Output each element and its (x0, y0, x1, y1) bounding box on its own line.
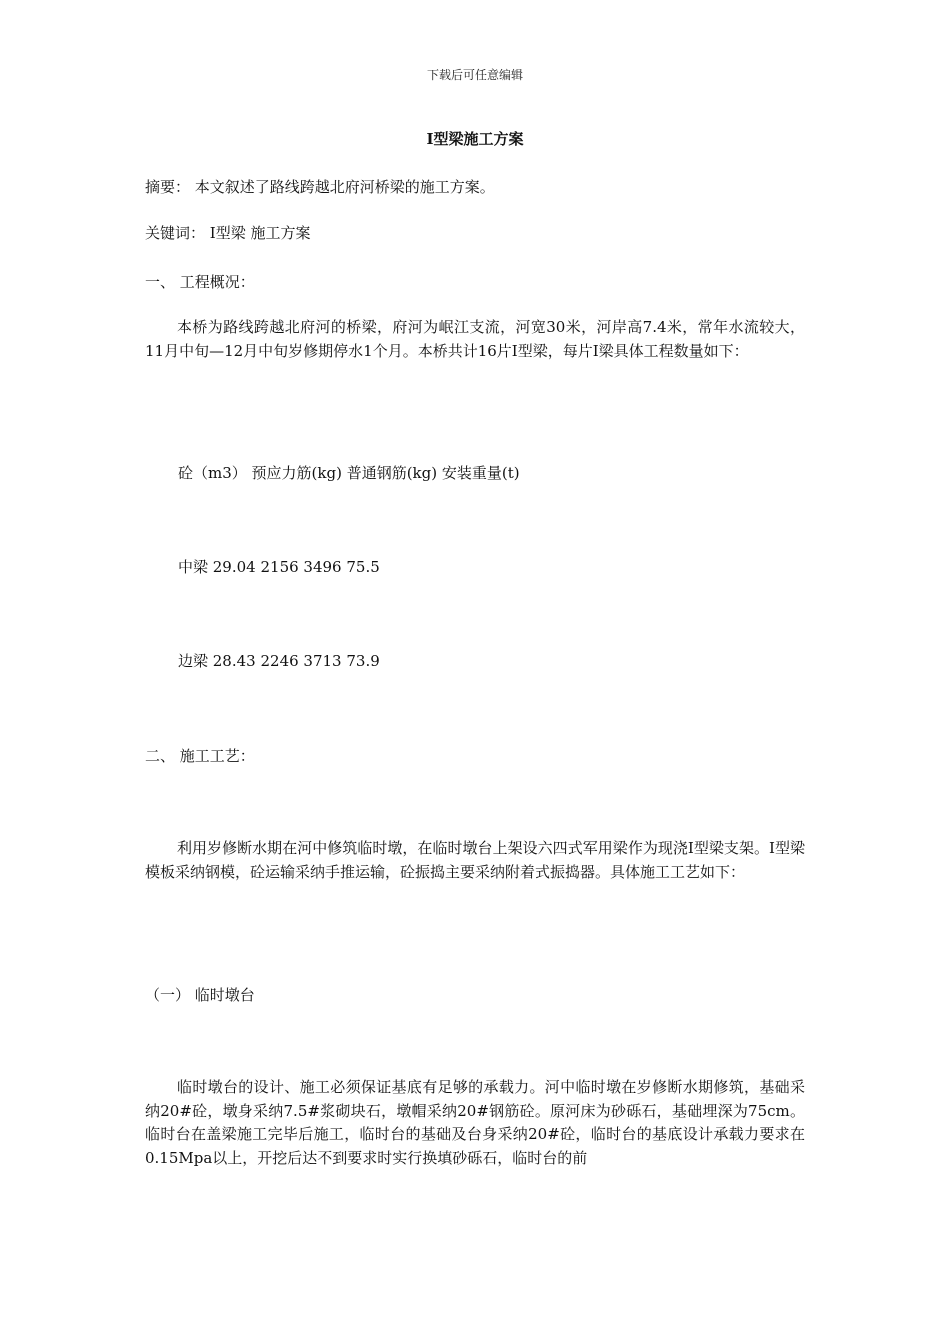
table-row-middle-beam: 中梁 29.04 2156 3496 75.5 (178, 558, 380, 576)
abstract-line: 摘要： 本文叙述了路线跨越北府河桥梁的施工方案。 (145, 178, 495, 196)
keywords-line: 关键词： I型梁 施工方案 (145, 224, 311, 242)
section1-heading: 一、 工程概况： (145, 273, 255, 291)
table-header-row: 砼（m3） 预应力筋(kg) 普通钢筋(kg) 安装重量(t) (178, 464, 520, 482)
subsection1-heading: （一） 临时墩台 (145, 986, 255, 1004)
section1-paragraph: 本桥为路线跨越北府河的桥梁，府河为岷江支流，河宽30米，河岸高7.4米，常年水流较大，11月中旬—12月中旬岁修期停水1个月。本桥共计16片I型梁，每片I梁具体工程数量如下： (145, 318, 805, 360)
table-row-edge-beam: 边梁 28.43 2246 3713 73.9 (178, 652, 380, 670)
section2-paragraph: 利用岁修断水期在河中修筑临时墩，在临时墩台上架设六四式军用梁作为现浇I型梁支架。I型梁模板采纳钢模，砼运输采纳手推运输，砼振捣主要采纳附着式振捣器。具体施工工艺如下： (145, 839, 805, 881)
section2-heading: 二、 施工工艺： (145, 747, 255, 765)
header-note: 下载后可任意编辑 (426, 68, 523, 82)
document-title: I型梁施工方案 (426, 130, 524, 148)
subsection1-paragraph: 临时墩台的设计、施工必须保证基底有足够的承载力。河中临时墩在岁修断水期修筑，基础采纳20#砼，墩身采纳7.5#浆砌块石，墩帽采纳20#钢筋砼。原河床为砂砾石，基础埋深为75cm。临时台在盖梁施工完毕后施工，临时台的基础及台身采纳20#砼，临时台的基底设计承载力要求在0.15Mpa以上，开挖后达不到要求时实行换填砂砾石，临时台的前 (145, 1078, 805, 1167)
